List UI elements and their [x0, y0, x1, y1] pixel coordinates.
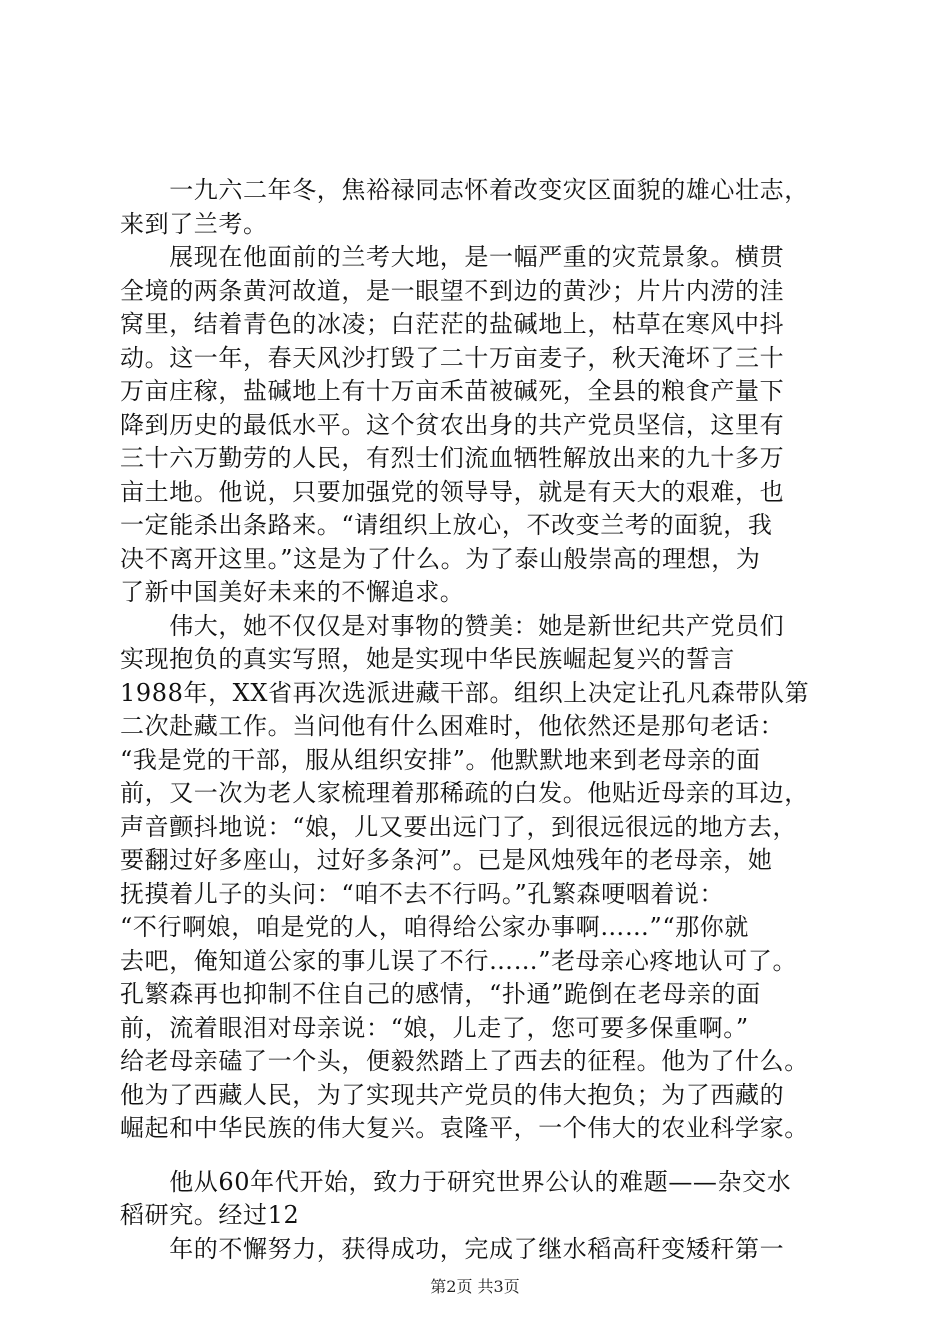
text-line: 来到了兰考。	[120, 209, 268, 238]
text-line: 要翻过好多座山，过好多条河”。已是风烛残年的老母亲，她	[120, 846, 773, 874]
document-body	[120, 174, 830, 1266]
paragraph-gap	[120, 1146, 830, 1166]
page-footer	[0, 1277, 950, 1297]
text-line: 伟大，她不仅仅是对事物的赞美：她是新世纪共产党员们	[120, 611, 785, 640]
text-line: 他为了西藏人民，为了实现共产党员的伟大抱负；为了西藏的	[120, 1080, 785, 1109]
text-line: 三十六万勤劳的人民，有烈士们流血牺牲解放出来的九十多万	[120, 444, 785, 472]
text-line: 降到历史的最低水平。这个贫农出身的共产党员坚信，这里有	[120, 410, 785, 439]
text-line: 一定能杀出条路来。“请组织上放心，不改变兰考的面貌，我	[120, 511, 773, 539]
text-line: “不行啊娘，咱是党的人，咱得给公家办事啊……”“那你就	[120, 913, 750, 941]
text-line: 前，流着眼泪对母亲说：“娘，儿走了，您可要多保重啊。”	[120, 1013, 749, 1042]
text-line: 前，又一次为老人家梳理着那稀疏的白发。他贴近母亲的耳边，	[120, 779, 809, 807]
text-line: “我是党的干部，服从组织安排”。他默默地来到老母亲的面	[120, 745, 761, 774]
page-number-label: 第2页 共3页	[430, 1277, 520, 1296]
text-line: 他从60年代开始，致力于研究世界公认的难题——杂交水	[120, 1167, 792, 1196]
text-line: 展现在他面前的兰考大地，是一幅严重的灾荒景象。横贯	[120, 243, 785, 271]
text-line: 一九六二年冬，焦裕禄同志怀着改变灾区面貌的雄心壮志，	[120, 176, 809, 204]
text-line: 抚摸着儿子的头问：“咱不去不行吗。”孔繁森哽咽着说：	[120, 879, 725, 908]
text-line: 给老母亲磕了一个头，便毅然踏上了西去的征程。他为了什么。	[120, 1047, 809, 1075]
text-line: 崛起和中华民族的伟大复兴。袁隆平，一个伟大的农业科学家。	[120, 1114, 809, 1142]
text-line: 实现抱负的真实写照，她是实现中华民族崛起复兴的誓言	[120, 645, 735, 673]
text-line: 1988年，XX省再次选派进藏干部。组织上决定让孔凡森带队第	[120, 678, 810, 707]
text-line: 声音颤抖地说：“娘，儿又要出远门了，到很远很远的地方去，	[120, 812, 798, 841]
text-line: 孔繁森再也抑制不住自己的感情，“扑通”跪倒在老母亲的面	[120, 980, 761, 1008]
text-line: 亩土地。他说，只要加强党的领导导，就是有天大的艰难，也	[120, 477, 785, 506]
text-line: 万亩庄稼，盐碱地上有十万亩禾苗被碱死，全县的粮食产量下	[120, 377, 785, 405]
text-line: 窝里，结着青色的冰凌；白茫茫的盐碱地上，枯草在寒风中抖	[120, 310, 785, 338]
text-line: 二次赴藏工作。当问他有什么困难时，他依然还是那句老话：	[120, 712, 785, 740]
text-line: 去吧，俺知道公家的事儿误了不行……”老母亲心疼地认可了。	[120, 946, 798, 975]
text-line: 动。这一年，春天风沙打毁了二十万亩麦子，秋天淹坏了三十	[120, 343, 785, 372]
text-line: 了新中国美好未来的不懈追求。	[120, 578, 465, 606]
text-line: 年的不懈努力，获得成功，完成了继水稻高秆变矮秆第一	[120, 1234, 785, 1263]
text-line: 稻研究。经过12	[120, 1201, 300, 1229]
text-line: 全境的两条黄河故道，是一眼望不到边的黄沙；片片内涝的洼	[120, 276, 785, 305]
text-line: 决不离开这里。”这是为了什么。为了泰山般崇高的理想，为	[120, 544, 761, 573]
